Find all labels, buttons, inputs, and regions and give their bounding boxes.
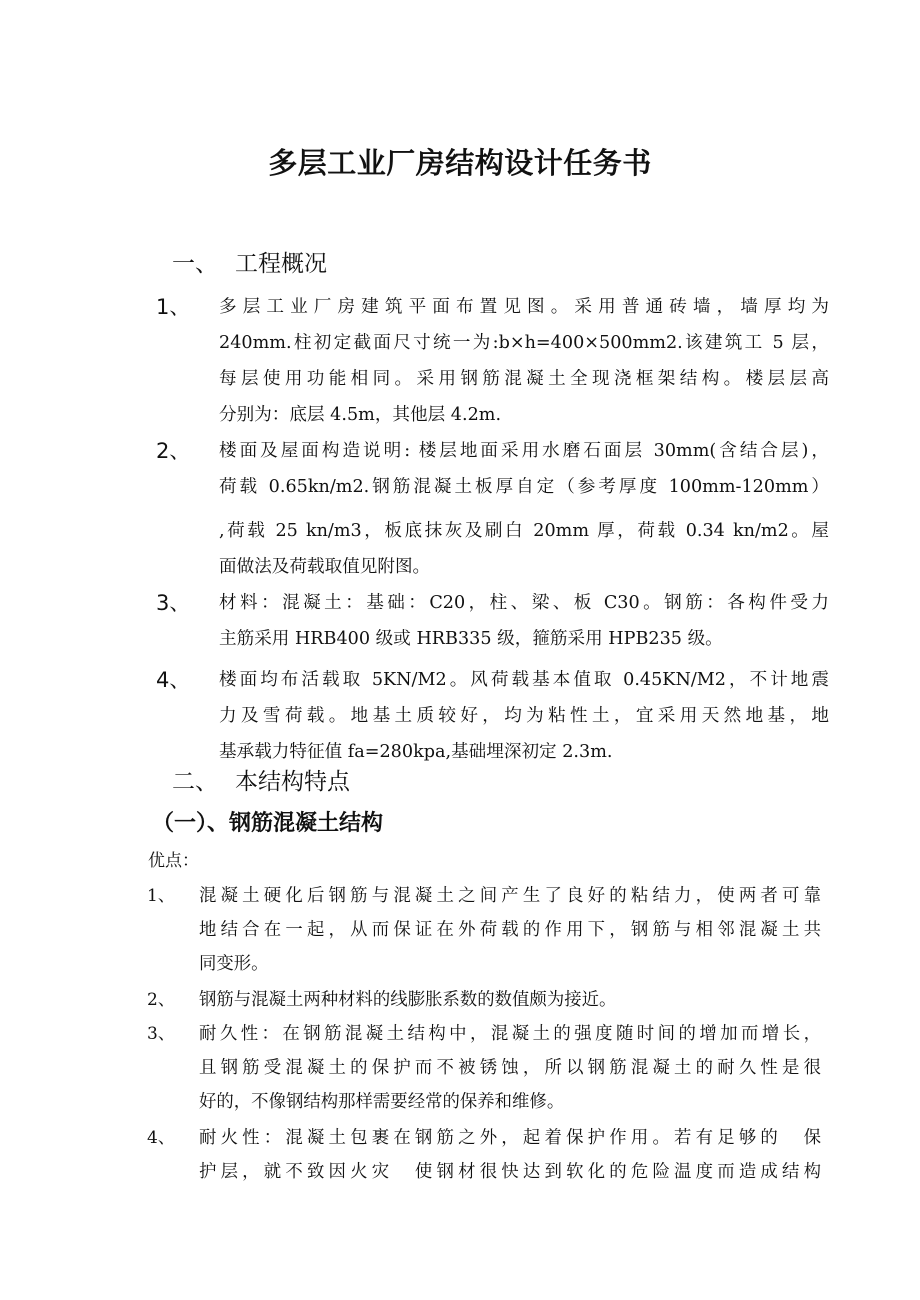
text-line: 每层使用功能相同。采用钢筋混凝土全现浇框架结构。楼层层高 [219, 369, 829, 389]
section-title: 工程概况 [235, 251, 327, 277]
item-number: 4、 [156, 668, 191, 692]
text-line: 力及雪荷载。地基土质较好，均为粘性土，宜采用天然地基，地 [219, 706, 829, 726]
text-line: 荷载 0.65kn/m2.钢筋混凝土板厚自定（参考厚度 100mm-120mm） [219, 477, 829, 497]
text-line: 且钢筋受混凝土的保护而不被锈蚀，所以钢筋混凝土的耐久性是很 [199, 1058, 821, 1078]
item-number: 4、 [147, 1128, 175, 1148]
item-number: 3、 [156, 591, 191, 615]
item-text [219, 433, 829, 585]
text-line: 基承载力特征值 fa=280kpa,基础埋深初定 2.3m. [219, 742, 613, 762]
page-title: 多层工业厂房结构设计任务书 [268, 146, 652, 180]
item-text [219, 662, 829, 770]
text-line: 耐久性：在钢筋混凝土结构中，混凝土的强度随时间的增加而增长， [199, 1024, 821, 1044]
text-line: 多层工业厂房建筑平面布置见图。采用普通砖墙，墙厚均为 [219, 297, 829, 317]
text-line: 主筋采用 HRB400 级或 HRB335 级，箍筋采用 HPB235 级。 [219, 629, 723, 649]
text-line: 耐火性：混凝土包裹在钢筋之外，起着保护作用。若有足够的 保 [199, 1128, 821, 1148]
text-line: 同变形。 [199, 954, 269, 974]
text-line: 混凝土硬化后钢筋与混凝土之间产生了良好的粘结力，使两者可靠 [199, 886, 821, 906]
text-line: 楼面均布活载取 5KN/M2。风荷载基本值取 0.45KN/M2，不计地震 [219, 670, 829, 690]
item-text [199, 879, 821, 981]
text-line: 护层，就不致因火灾 使钢材很快达到软化的危险温度而造成结构 [199, 1162, 821, 1182]
item-number: 1、 [147, 886, 175, 906]
item-text [219, 289, 829, 433]
text-line: 钢筋与混凝土两种材料的线膨胀系数的数值颇为接近。 [199, 990, 617, 1010]
item-number: 2、 [147, 990, 175, 1010]
item-text [219, 585, 829, 657]
section-number: 二、 [172, 769, 218, 795]
text-line: ,荷载 25 kn/m3，板底抹灰及刷白 20mm 厚，荷载 0.34 kn/m2。屋 [219, 521, 829, 541]
advantages-label: 优点： [148, 851, 199, 871]
item-text [199, 1017, 821, 1119]
item-number: 3、 [147, 1024, 175, 1044]
subsection-heading: （一）、钢筋混凝土结构 [152, 811, 384, 836]
item-number: 1、 [156, 295, 191, 319]
section-number: 一、 [172, 251, 218, 277]
text-line: 好的，不像钢结构那样需要经常的保养和维修。 [199, 1092, 565, 1112]
text-line: 面做法及荷载取值见附图。 [219, 557, 431, 577]
text-line: 分别为：底层 4.5m，其他层 4.2m. [219, 405, 502, 425]
text-line: 地结合在一起，从而保证在外荷载的作用下，钢筋与相邻混凝土共 [199, 920, 821, 940]
item-text [199, 983, 821, 1017]
text-line: 240mm.柱初定截面尺寸统一为:b×h=400×500mm2.该建筑工 5 层， [219, 333, 829, 353]
text-line: 材料：混凝土：基础：C20，柱、梁、板 C30。钢筋：各构件受力 [219, 593, 829, 613]
item-text [199, 1121, 821, 1189]
item-number: 2、 [156, 439, 191, 463]
text-line: 楼面及屋面构造说明: 楼层地面采用水磨石面层 30mm(含结合层)， [219, 441, 829, 461]
section-title: 本结构特点 [235, 769, 350, 795]
